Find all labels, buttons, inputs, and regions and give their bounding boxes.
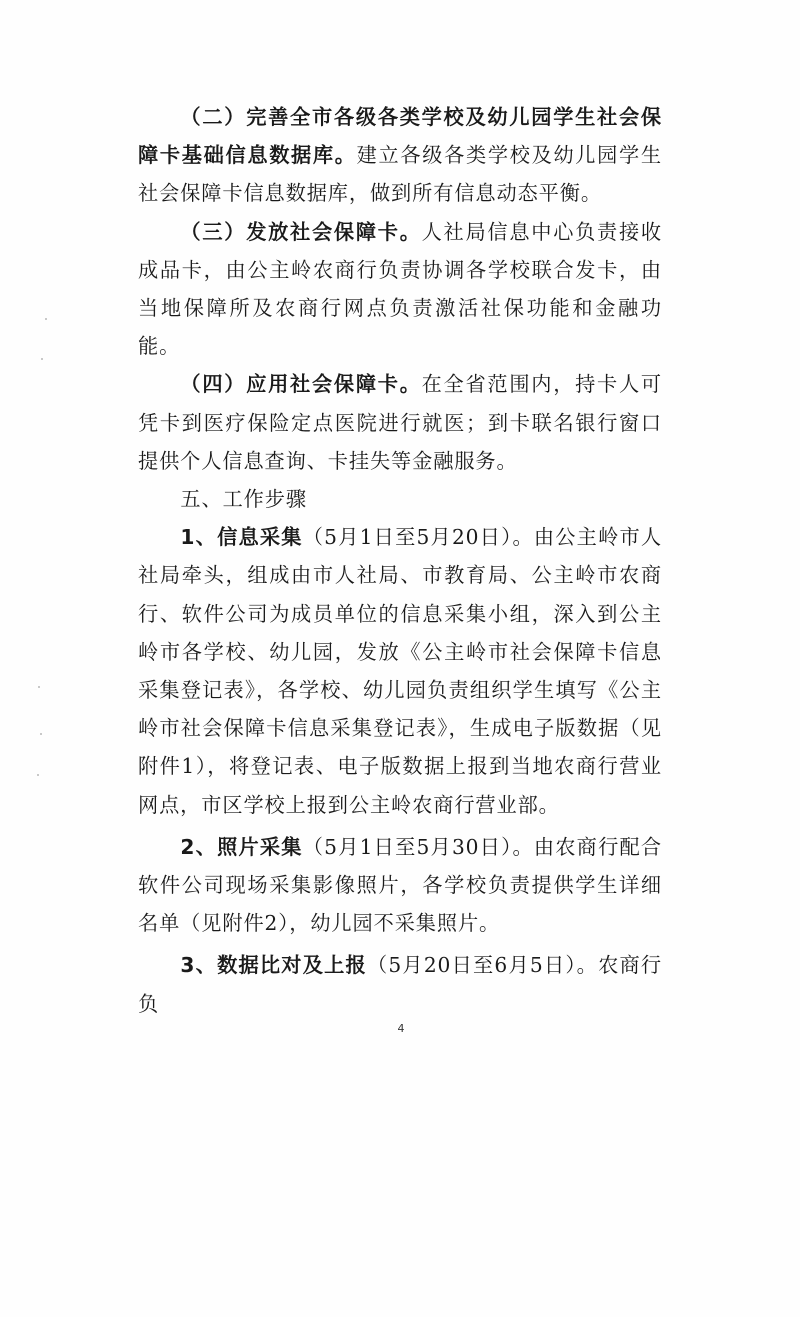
paragraph-text: 人社局信息中心负责接收成品卡，由公主岭农商行负责协调各学校联合发卡，由当地保障所及农商行网点负责激活社保功能和金融功能。: [138, 219, 662, 359]
paragraph-text: 建立各级各类学校及幼儿园学生社会保障卡信息数据库，做到所有信息动态平衡。: [138, 143, 662, 206]
scan-speck: [40, 733, 42, 735]
step-text: （5月1日至5月30日）。由农商行配合软件公司现场采集影像照片，各学校负责提供学生详细名单（见附件2），幼儿园不采集照片。: [138, 834, 662, 936]
page-number: 4: [397, 1022, 405, 1035]
step-data-comparison: [138, 946, 662, 1022]
paragraph-lead: （三）发放社会保障卡。: [180, 219, 422, 244]
scan-speck: [38, 686, 40, 688]
paragraph-lead: （四）应用社会保障卡。: [180, 372, 422, 397]
paragraph-database: [138, 98, 662, 213]
step-lead: 2、照片采集: [180, 834, 303, 859]
step-info-collection: [138, 518, 662, 824]
paragraph-lead: （二）完善全市各级各类学校及幼儿园学生社会保障卡基础信息数据库。: [138, 105, 662, 168]
scan-speck: [37, 774, 39, 776]
section-heading: 五、工作步骤: [180, 487, 307, 512]
document-body: [138, 98, 662, 1023]
step-text: （5月20日至6月5日）。农商行负: [138, 953, 662, 1016]
scan-speck: [45, 318, 47, 320]
step-text: （5月1日至5月20日）。由公主岭市人社局牵头，组成由市人社局、市教育局、公主岭市农商行、软件公司为成员单位的信息采集小组，深入到公主岭市各学校、幼儿园，发放《公主岭市社会保障卡信息采集登记表》，各学校、幼儿园负责组织学生填写《公主岭市社会保障卡信息采集登记表》，生成电子版数据（见附件1），将登记表、电子版数据上报到当地农商行营业网点，市区学校上报到公主岭农商行营业部。: [138, 525, 662, 817]
step-lead: 3、数据比对及上报: [180, 953, 367, 978]
paragraph-text: 在全省范围内，持卡人可凭卡到医疗保险定点医院进行就医；到卡联名银行窗口提供个人信息查询、卡挂失等金融服务。: [138, 372, 662, 473]
step-photo-collection: [138, 828, 662, 943]
paragraph-apply-card: [138, 365, 662, 480]
step-lead: 1、信息采集: [180, 525, 303, 550]
scan-speck: [41, 358, 43, 360]
paragraph-issue-card: [138, 213, 662, 366]
